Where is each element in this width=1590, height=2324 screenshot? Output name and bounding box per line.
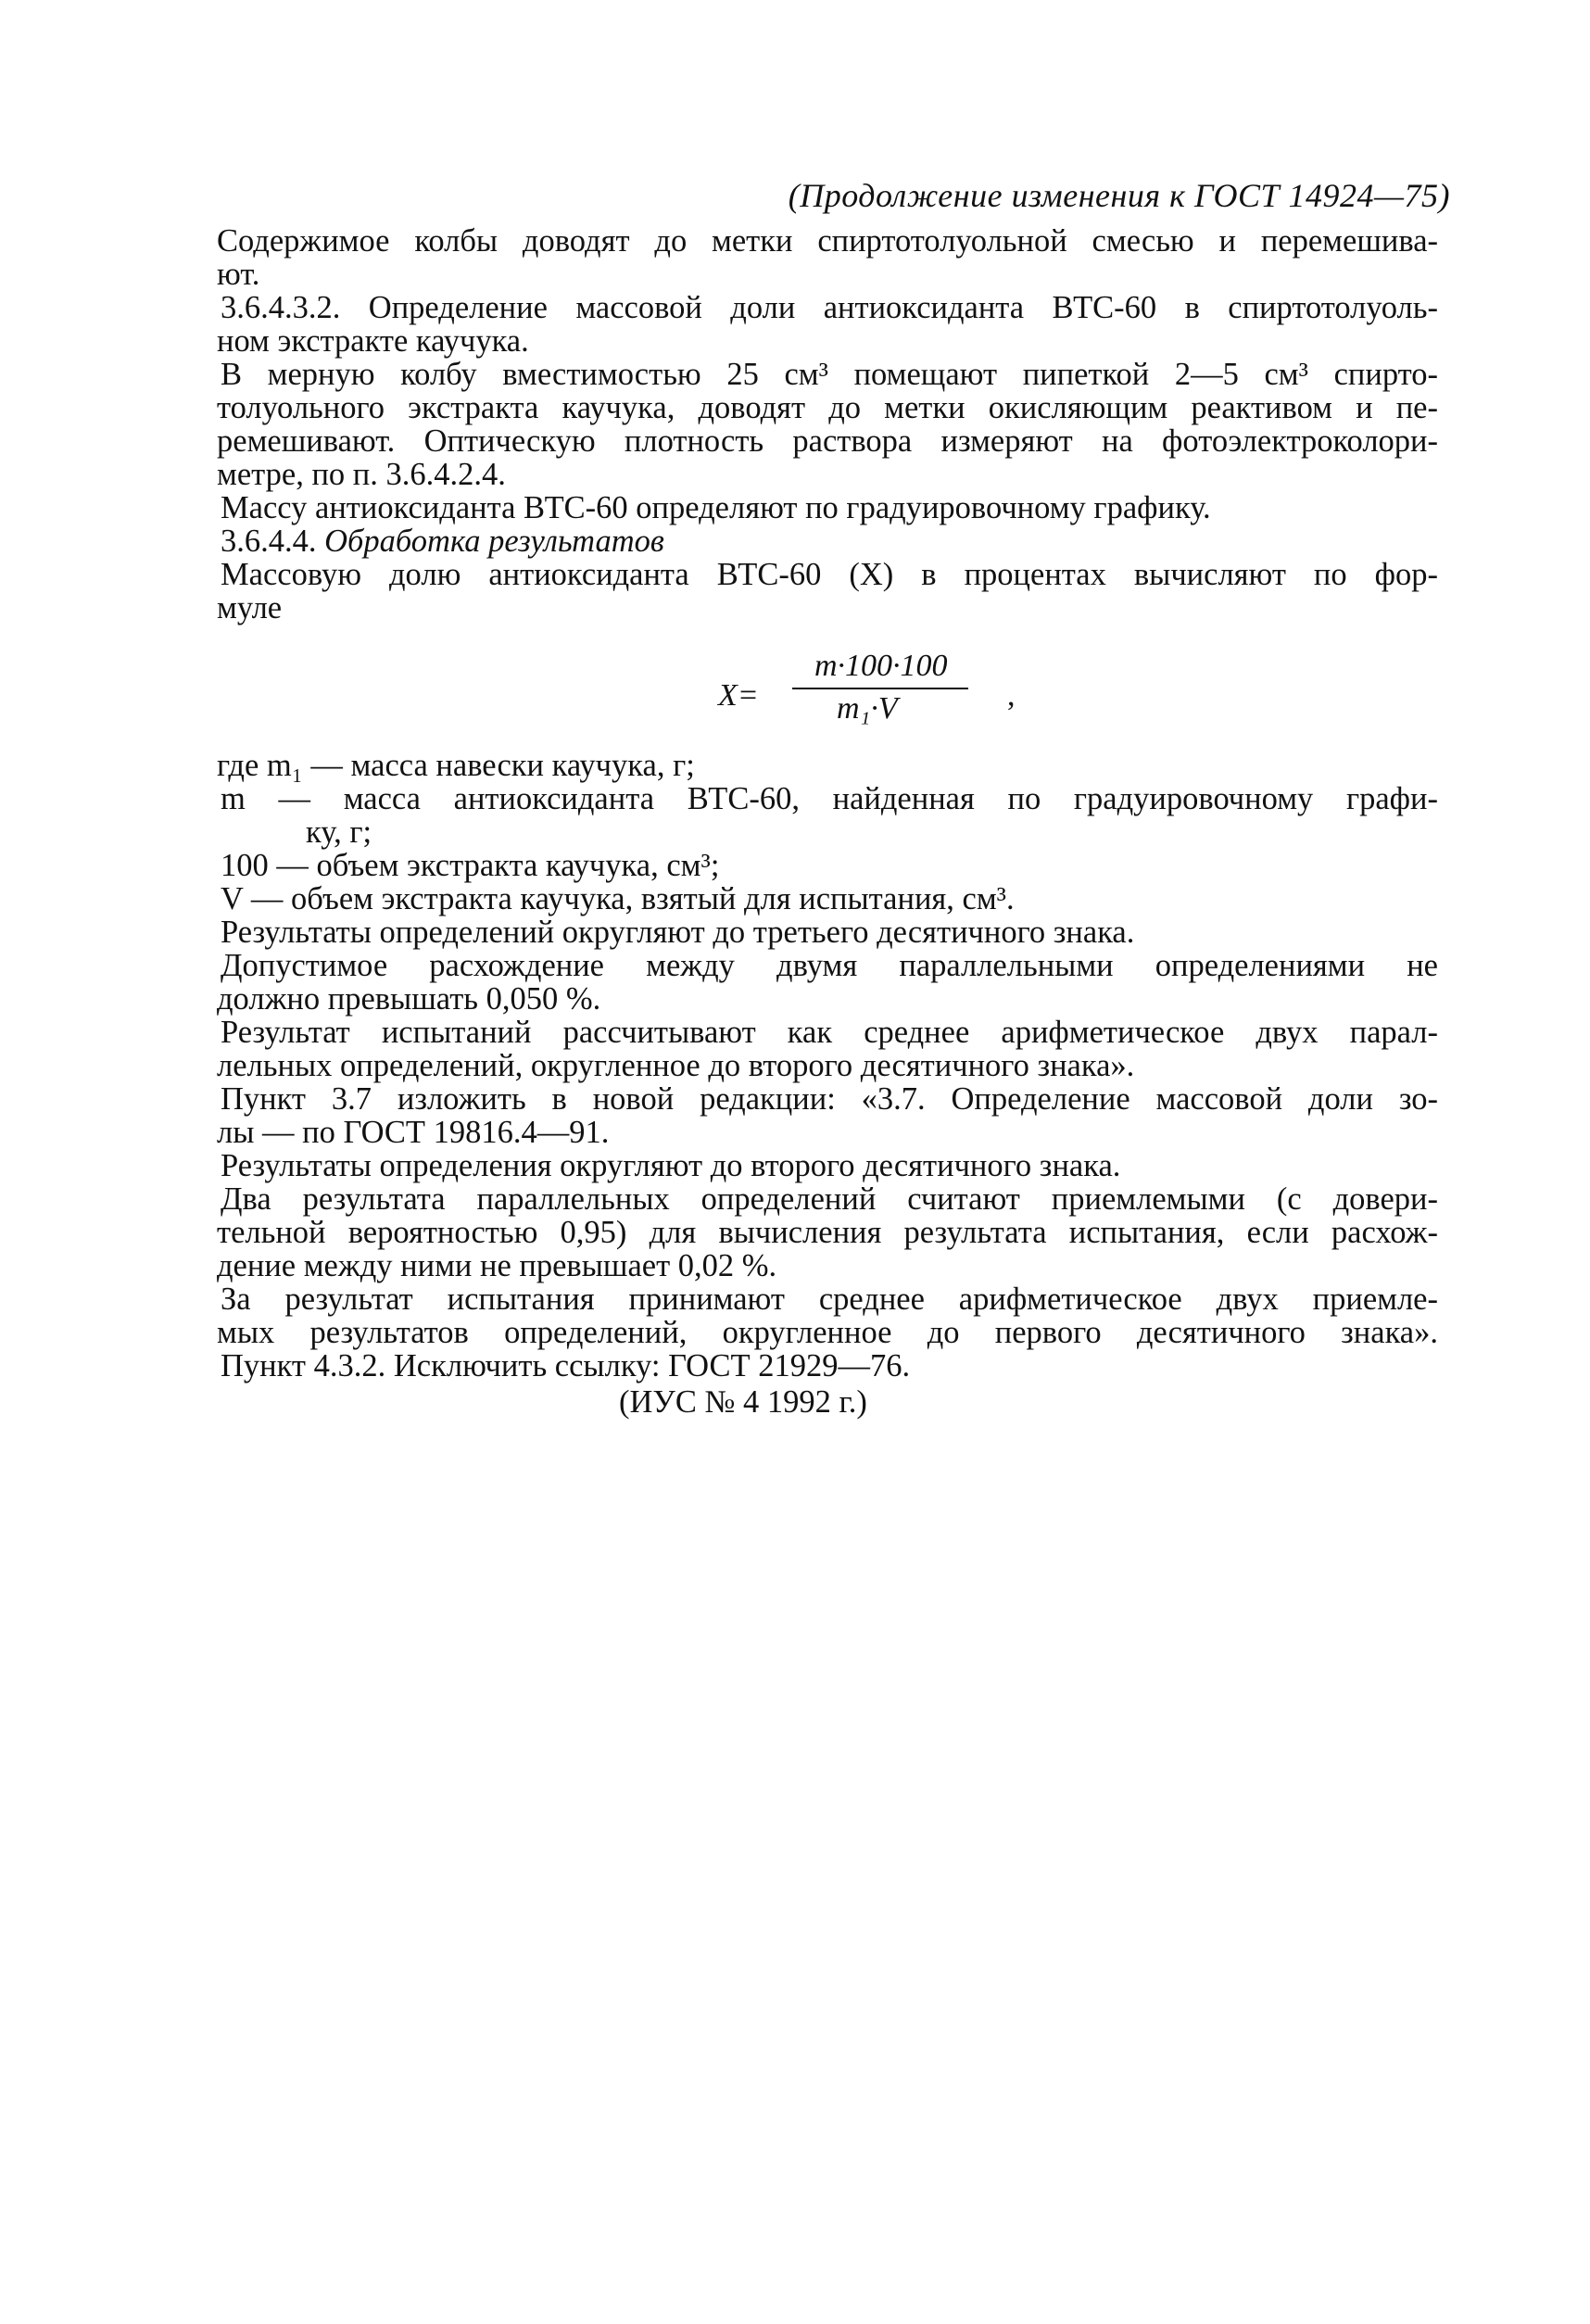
page-header: (Продолжение изменения к ГОСТ 14924—75) <box>788 177 1450 214</box>
text-line: Результат испытаний рассчитывают как среднее арифметическое двух парал- <box>221 1015 1438 1050</box>
text-line: толуольного экстракта каучука, доводят до метки окисляющим реактивом и пе- <box>217 390 1438 425</box>
text-line: должно превышать 0,050 %. <box>217 981 601 1017</box>
section-heading <box>221 524 1438 558</box>
text-line: Массовую долю антиоксиданта ВТС-60 (X) в процентах вычисляют по фор- <box>221 557 1438 592</box>
footer-source: (ИУС № 4 1992 г.) <box>619 1384 867 1420</box>
fraction-bar <box>792 688 968 689</box>
text-line: 100 — объем экстракта каучука, см³; <box>221 848 720 883</box>
text-line: мых результатов определений, округленное до первого десятичного знака». <box>217 1315 1438 1350</box>
text-line: Допустимое расхождение между двумя параллельными определениями не <box>221 948 1438 983</box>
text-line: ном экстракте каучука. <box>217 323 529 359</box>
formula-numerator: m·100·100 <box>814 649 948 683</box>
text-line: Массу антиоксиданта ВТС-60 определяют по градуировочному графику. <box>221 490 1211 525</box>
text-line: ют. <box>217 257 260 292</box>
formula-lhs: X= <box>718 678 759 713</box>
text-line: V — объем экстракта каучука, взятый для испытания, см³. <box>221 881 1015 916</box>
text-line: ку, г; <box>306 815 372 850</box>
text-line: Пункт 4.3.2. Исключить ссылку: ГОСТ 21929—76. <box>221 1348 911 1383</box>
text-line: За результат испытания принимают среднее арифметическое двух приемле- <box>221 1282 1438 1317</box>
section-heading-text: 3.6.4.4. Обработка результатов <box>221 524 664 559</box>
text-line: 3.6.4.3.2. Определение массовой доли антиоксиданта ВТС-60 в спиртотолуоль- <box>221 290 1438 325</box>
text-line: Два результата параллельных определений считают приемлемыми (с довери- <box>221 1181 1438 1217</box>
text-line: лельных определений, округленное до второго десятичного знака». <box>217 1048 1135 1083</box>
body-text-top <box>217 224 1438 625</box>
text-line: Результаты определения округляют до второго десятичного знака. <box>221 1148 1121 1183</box>
text-line: лы — по ГОСТ 19816.4—91. <box>217 1115 610 1150</box>
text-line: m — масса антиоксиданта ВТС-60, найденная по градуировочному графи- <box>221 781 1438 816</box>
formula <box>718 649 1052 732</box>
text-line: дение между ними не превышает 0,02 %. <box>217 1248 777 1283</box>
text-line: метре, по п. 3.6.4.2.4. <box>217 457 506 492</box>
formula-trail: , <box>1007 678 1016 713</box>
text-line: муле <box>217 590 283 625</box>
text-line: Пункт 3.7 изложить в новой редакции: «3.7. Определение массовой доли зо- <box>221 1081 1438 1117</box>
text-line: где m₁ — масса навески каучука, г; <box>217 748 695 783</box>
formula-denominator: m₁·V <box>837 691 898 726</box>
text-line: Содержимое колбы доводят до метки спиртотолуольной смесью и перемешива- <box>217 223 1438 259</box>
body-text-bottom <box>217 749 1438 1383</box>
text-line: В мерную колбу вместимостью 25 см³ помещают пипеткой 2—5 см³ спирто- <box>221 357 1438 392</box>
text-line: Результаты определений округляют до третьего десятичного знака. <box>221 915 1135 950</box>
text-line: ремешивают. Оптическую плотность раствора измеряют на фотоэлектроколори- <box>217 423 1438 459</box>
text-line: тельной вероятностью 0,95) для вычисления результата испытания, если расхож- <box>217 1215 1438 1250</box>
